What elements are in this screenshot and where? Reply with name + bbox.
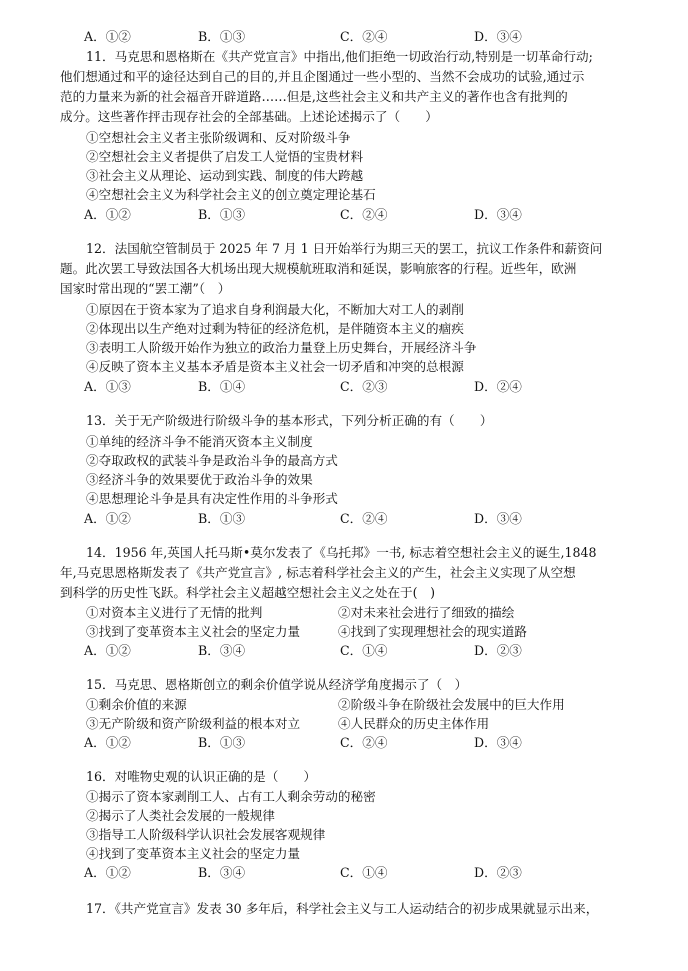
- q15-option-d: D．③④: [474, 735, 522, 750]
- q16-option-b: B．③④: [198, 865, 246, 880]
- q13-item-4: ④思想理论斗争是具有决定性作用的斗争形式: [86, 491, 338, 506]
- q12-stem-line-3: 国家时常出现的“罢工潮”（ ）: [60, 281, 231, 296]
- q16-item-3: ③指导工人阶级科学认识社会发展客观规律: [86, 827, 326, 842]
- q12-stem-line-1: 12．法国航空管制员于 2025 年 7 月 1 日开始举行为期三天的罢工，抗议工作条件和薪资问: [86, 241, 603, 256]
- q14-item-1: ①对资本主义进行了无情的批判: [86, 605, 263, 620]
- q15-item-1: ①剩余价值的来源: [86, 697, 187, 712]
- q11-stem-line-1: 11．马克思和恩格斯在《共产党宣言》中指出,他们拒绝一切政治行动,特别是一切革命行动;: [86, 49, 593, 64]
- q16-option-c: C．①④: [340, 865, 388, 880]
- q15-option-c: C．②④: [340, 735, 388, 750]
- q12-item-4: ④反映了资本主义基本矛盾是资本主义社会一切矛盾和冲突的总根源: [86, 359, 464, 374]
- q14-option-c: C．①④: [340, 643, 388, 658]
- q12-option-b: B．①④: [198, 379, 246, 394]
- q14-items-row-2: [86, 623, 646, 641]
- q13-options-row: [84, 510, 644, 528]
- option-c: C．②④: [340, 29, 388, 44]
- option-a: A．①②: [84, 29, 131, 44]
- q11-stem-line-4: 成分。这些著作抨击现存社会的全部基础。上述论述揭示了（ ）: [60, 109, 438, 124]
- q16-item-2: ②揭示了人类社会发展的一般规律: [86, 808, 275, 823]
- q16-stem-line-1: 16．对唯物史观的认识正确的是（ ）: [86, 769, 317, 784]
- q11-stem-line-3: 范的力量来为新的社会福音开辟道路……但是,这些社会主义和共产主义的著作也含有批判的: [60, 89, 568, 104]
- q13-option-a: A．①②: [84, 511, 131, 526]
- q15-option-b: B．①③: [198, 735, 246, 750]
- option-b: B．①③: [198, 29, 246, 44]
- q15-item-2: ②阶级斗争在阶级社会发展中的巨大作用: [338, 697, 565, 712]
- q14-option-b: B．③④: [198, 643, 246, 658]
- q12-option-c: C．②③: [340, 379, 388, 394]
- q14-option-a: A．①②: [84, 643, 131, 658]
- q15-item-4: ④人民群众的历史主体作用: [338, 716, 490, 731]
- q15-stem-line-1: 15．马克思、恩格斯创立的剩余价值学说从经济学角度揭示了（ ）: [86, 677, 468, 692]
- q14-item-2: ②对未来社会进行了细致的描绘: [338, 605, 515, 620]
- q12-stem-line-2: 题。此次罢工导致法国各大机场出现大规模航班取消和延误，影响旅客的行程。近些年，欧洲: [60, 261, 577, 276]
- q15-item-3: ③无产阶级和资产阶级利益的根本对立: [86, 716, 301, 731]
- q14-option-d: D．②③: [474, 643, 522, 658]
- q12-option-d: D．②④: [474, 379, 522, 394]
- q11-option-c: C．②④: [340, 207, 388, 222]
- q16-option-d: D．②③: [474, 865, 522, 880]
- q12-item-3: ③表明工人阶级开始作为独立的政治力量登上历史舞台，开展经济斗争: [86, 340, 477, 355]
- q14-item-3: ③找到了变革资本主义社会的坚定力量: [86, 624, 301, 639]
- q13-item-3: ③经济斗争的效果要优于政治斗争的效果: [86, 472, 313, 487]
- q14-items-row-1: [86, 604, 646, 622]
- q11-item-1: ①空想社会主义者主张阶级调和、反对阶级斗争: [86, 130, 351, 145]
- q11-option-a: A．①②: [84, 207, 131, 222]
- q11-option-b: B．①③: [198, 207, 246, 222]
- q15-option-a: A．①②: [84, 735, 131, 750]
- q16-item-4: ④找到了变革资本主义社会的坚定力量: [86, 846, 301, 861]
- q13-option-d: D．③④: [474, 511, 522, 526]
- q11-option-d: D．③④: [474, 207, 522, 222]
- q14-stem-line-1: 14．1956 年,英国人托马斯•莫尔发表了《乌托邦》一书, 标志着空想社会主义的诞生,1848: [86, 545, 597, 560]
- q15-items-row-2: [86, 715, 646, 733]
- q14-item-4: ④找到了实现理想社会的现实道路: [338, 624, 527, 639]
- q16-options-row: [84, 864, 644, 882]
- q13-stem-line-1: 13．关于无产阶级进行阶级斗争的基本形式，下列分析正确的有（ ）: [86, 413, 493, 428]
- q15-items-row-1: [86, 696, 646, 714]
- q16-item-1: ①揭示了资本家剥削工人、占有工人剩余劳动的秘密: [86, 789, 376, 804]
- q14-stem-line-3: 到科学的历史性飞跃。科学社会主义超越空想社会主义之处在于( ): [60, 585, 436, 600]
- q11-stem-line-2: 他们想通过和平的途径达到自己的目的,并且企图通过一些小型的、当然不会成功的试验,通过示: [60, 69, 585, 84]
- q14-stem-line-2: 年,马克思恩格斯发表了《共产党宣言》, 标志着科学社会主义的产生，社会主义实现了从空想: [60, 565, 576, 580]
- option-d: D．③④: [474, 29, 522, 44]
- q15-options-row: [84, 734, 644, 752]
- q11-item-3: ③社会主义从理论、运动到实践、制度的伟大跨越: [86, 168, 364, 183]
- q17-stem-line-1: 17．《共产党宣言》发表 30 多年后，科学社会主义与工人运动结合的初步成果就显示出来，: [86, 901, 599, 916]
- q11-options-row: [84, 206, 644, 224]
- q13-item-2: ②夺取政权的武装斗争是政治斗争的最高方式: [86, 453, 338, 468]
- top-options-row: [84, 28, 644, 46]
- q13-option-b: B．①③: [198, 511, 246, 526]
- q11-item-4: ④空想社会主义为科学社会主义的创立奠定理论基石: [86, 187, 376, 202]
- q14-options-row: [84, 642, 644, 660]
- q11-item-2: ②空想社会主义者提供了启发工人觉悟的宝贵材料: [86, 149, 364, 164]
- q13-item-1: ①单纯的经济斗争不能消灭资本主义制度: [86, 434, 313, 449]
- q12-item-2: ②体现出以生产绝对过剩为特征的经济危机，是伴随资本主义的痼疾: [86, 321, 464, 336]
- q12-option-a: A．①③: [84, 379, 131, 394]
- q16-option-a: A．①②: [84, 865, 131, 880]
- q13-option-c: C．②④: [340, 511, 388, 526]
- q12-item-1: ①原因在于资本家为了追求自身利润最大化，不断加大对工人的剥削: [86, 302, 464, 317]
- q12-options-row: [84, 378, 644, 396]
